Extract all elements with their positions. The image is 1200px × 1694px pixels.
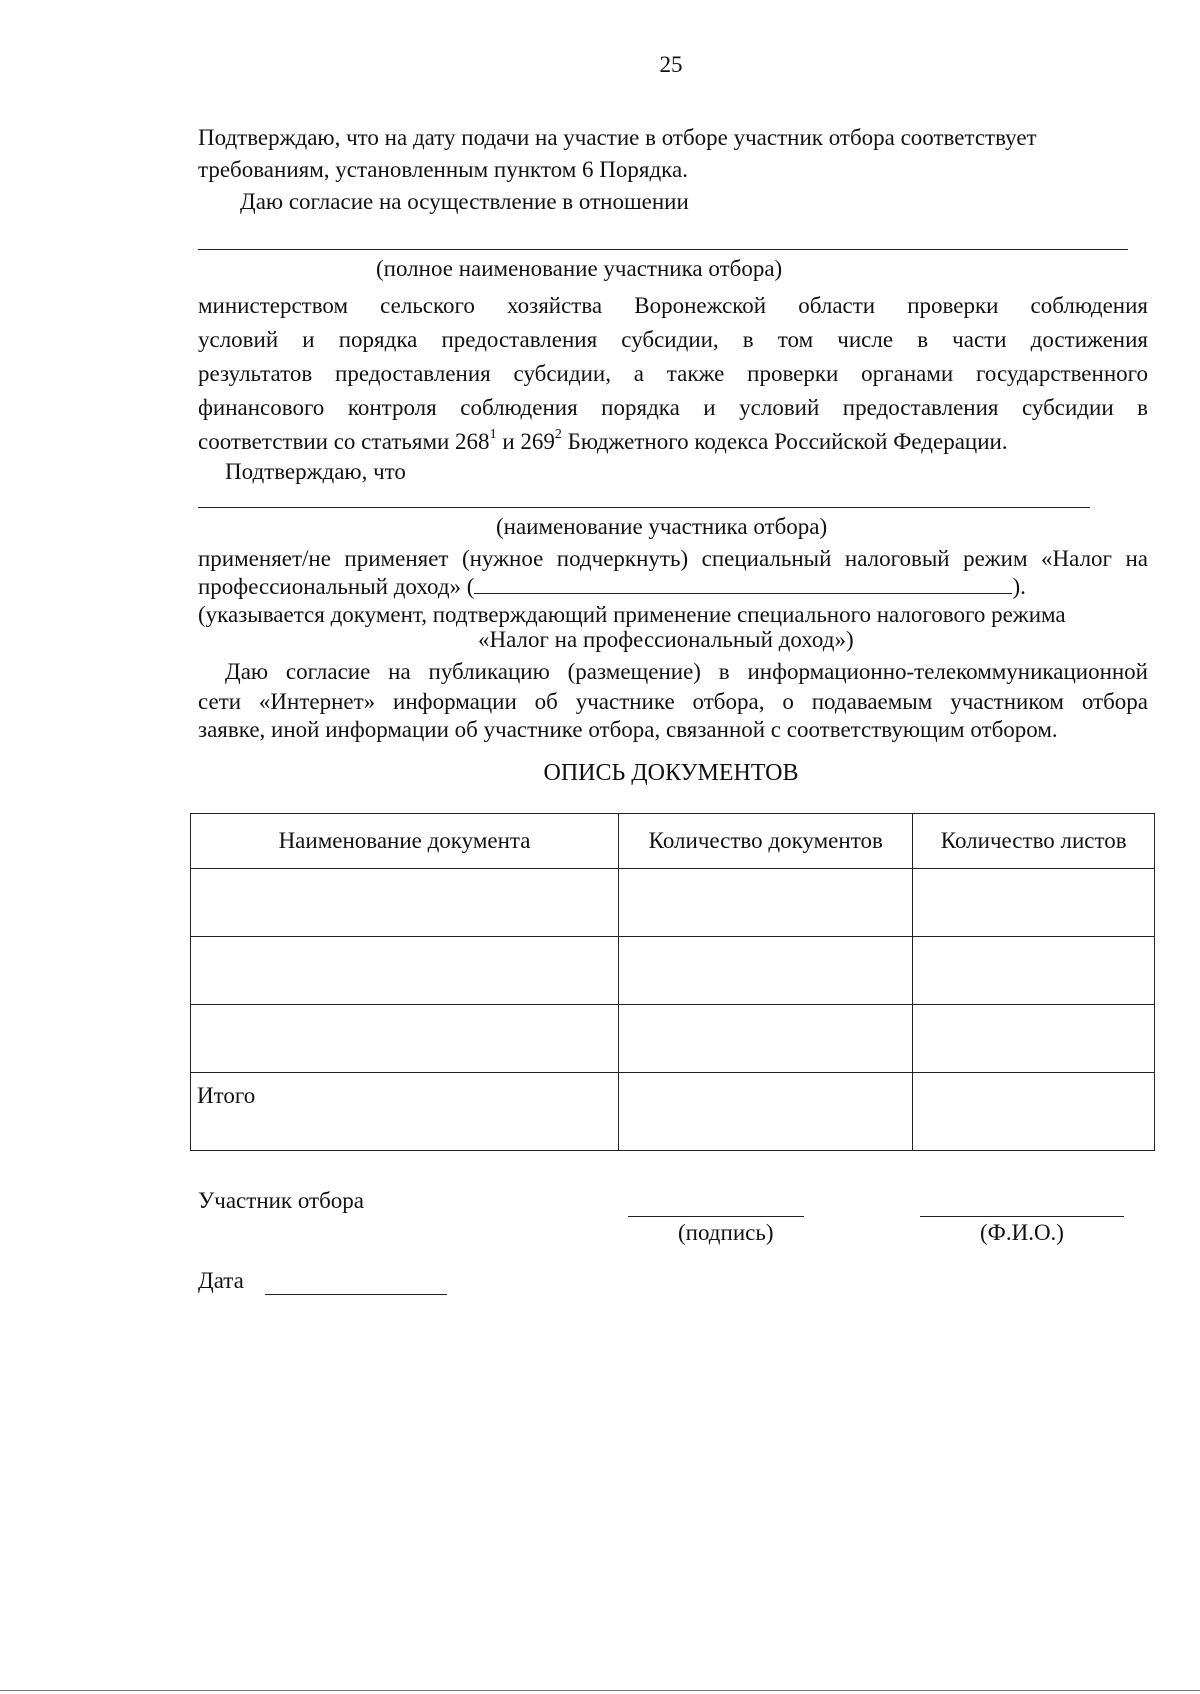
tax-line2-start: профессиональный доход» ( [198,574,475,599]
table-row [191,937,1155,1005]
table-cell[interactable] [619,1005,913,1073]
para2-line2: условий и порядка предоставления субсидии, в том числе в части достижения [198,327,1148,352]
tax-line1: применяет/не применяет (нужное подчеркнуть) специальный налоговый режим «Налог на [198,546,1148,571]
para2-line4: финансового контроля соблюдения порядка и условий предоставления субсидии в [198,395,1148,420]
para1-line1: Подтверждаю, что на дату подачи на участие в отборе участник отбора соответствует [198,125,1037,150]
para2-text-b: и 269 [496,429,555,454]
tax-document-field[interactable] [474,571,1012,594]
table-total-row [191,1073,1155,1151]
publish-line3: заявке, иной информации об участнике отбора, связанной с соответствующим отбором. [198,717,1058,742]
table-cell[interactable] [619,869,913,937]
full-name-line[interactable] [920,1216,1124,1217]
bottom-scan-edge [0,1690,1200,1691]
confirm-intro: Подтверждаю, что [225,459,406,484]
date-label: Дата [198,1268,244,1293]
para2-line3: результатов предоставления субсидии, а также проверки органами государственного [198,361,1148,386]
table-cell[interactable] [191,1005,619,1073]
participant-fullname-line[interactable] [198,249,1128,250]
participant-name-line[interactable] [198,507,1090,508]
footnote-sup-1: 1 [489,427,497,443]
publish-line2: сети «Интернет» информации об участнике отбора, о подаваемым участником отбора [198,689,1148,714]
footnote-sup-2: 2 [554,427,562,443]
table-header-row [191,814,1155,869]
tax-line2-end: ). [1012,574,1026,599]
publish-line1: Даю согласие на публикацию (размещение) в информационно-телекоммуникационной [225,659,1148,684]
total-doc-count[interactable] [619,1073,913,1151]
tax-note-line2: «Налог на профессиональный доход») [478,627,854,652]
table-cell[interactable] [191,937,619,1005]
para1-line2: требованиям, установленным пунктом 6 Порядка. [198,157,688,182]
table-cell[interactable] [913,937,1155,1005]
signature-line[interactable] [628,1216,804,1217]
header-doc-name: Наименование документа [191,814,619,869]
caption-name: (наименование участника отбора) [496,514,828,539]
table-cell[interactable] [619,937,913,1005]
total-sheet-count[interactable] [913,1073,1155,1151]
para2-text-a: соответствии со статьями 268 [198,429,490,454]
total-label: Итого [191,1073,619,1151]
inventory-title: ОПИСЬ ДОКУМЕНТОВ [543,760,799,786]
table-row [191,1005,1155,1073]
table-cell[interactable] [191,869,619,937]
para2-text-c: Бюджетного кодекса Российской Федерации. [561,429,1008,454]
consent-intro: Даю согласие на осуществление в отношении [240,189,689,214]
table-row [191,869,1155,937]
para2-line5 [198,426,1148,458]
page-number: 25 [659,52,683,77]
inventory-table [190,813,1155,1151]
full-name-caption: (Ф.И.О.) [980,1220,1064,1245]
date-line[interactable] [265,1294,447,1295]
participant-label: Участник отбора [198,1188,365,1213]
caption-full-name: (полное наименование участника отбора) [376,256,783,281]
header-sheet-count: Количество листов [913,814,1155,869]
para2-line1: министерством сельского хозяйства Воронежской области проверки соблюдения [198,293,1148,318]
header-doc-count: Количество документов [619,814,913,869]
tax-note-line1: (указывается документ, подтверждающий применение специального налогового режима [198,602,1066,627]
table-cell[interactable] [913,869,1155,937]
table-cell[interactable] [913,1005,1155,1073]
signature-caption: (подпись) [678,1220,774,1245]
